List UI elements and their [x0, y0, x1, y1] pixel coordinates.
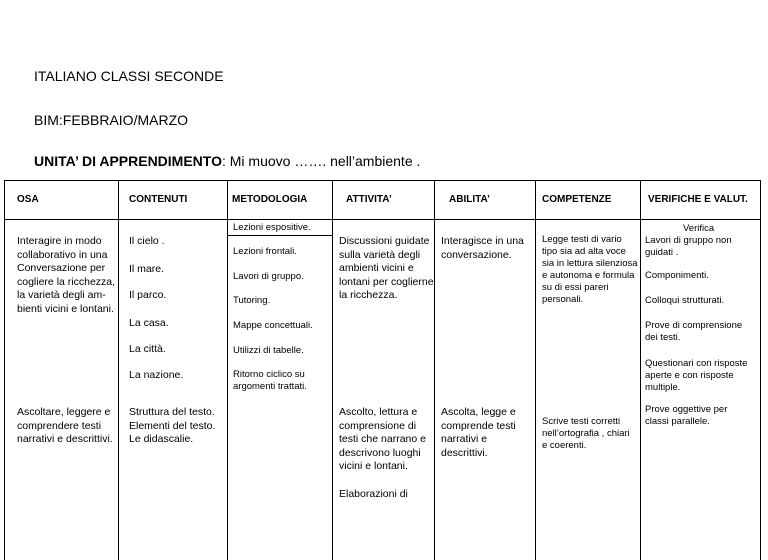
column-header-osa: OSA: [17, 194, 39, 205]
competenze-cell: [542, 416, 630, 452]
document-title: ITALIANO CLASSI SECONDE: [34, 68, 224, 84]
cell-line: Prove di comprensione: [645, 320, 743, 331]
competenze-cell: [542, 234, 638, 306]
cell-line: e autonoma e formula: [542, 270, 635, 281]
table-border-right: [760, 180, 761, 560]
cell-line: testi che narrano e: [339, 433, 426, 445]
cell-line: descrittivi.: [441, 446, 488, 459]
cell-line: guidati .: [645, 247, 679, 258]
cell-line: Questionari con risposte: [645, 358, 748, 369]
column-divider: [640, 180, 641, 560]
cell-line: Interagisce in una: [441, 235, 524, 247]
cell-line: Componimenti.: [645, 270, 709, 281]
cell-line: Le didascalie.: [129, 433, 194, 445]
cell-line: lontani per coglierne: [339, 275, 434, 288]
verifiche-item: [645, 358, 747, 394]
cell-line: tipo sia ad alta voce: [542, 246, 626, 257]
abilita-cell: [441, 406, 516, 460]
verifiche-item: [645, 235, 732, 259]
cell-line: conversazione.: [441, 248, 512, 261]
cell-line: Conversazione per: [17, 262, 106, 274]
metodologia-item: Lezioni frontali.: [233, 246, 297, 257]
unit-heading: [34, 153, 420, 169]
cell-line: collaborativo in una: [17, 248, 108, 261]
column-header-attivita: ATTIVITA’: [346, 194, 392, 205]
cell-line: Interagire in modo: [17, 235, 102, 247]
header-row-divider: [4, 219, 761, 220]
column-header-abilita: ABILITA’: [449, 194, 490, 205]
table-border-left: [4, 180, 5, 560]
cell-line: aperte e con risposte: [645, 370, 734, 381]
cell-line: Colloqui strutturati.: [645, 295, 725, 306]
cell-line: Struttura del testo.: [129, 406, 215, 418]
cell-line: Elementi del testo.: [129, 419, 216, 432]
cell-line: Scrive testi corretti: [542, 416, 621, 427]
cell-line: comprendere testi: [17, 419, 102, 432]
cell-line: Ascoltare, leggere e: [17, 406, 111, 418]
cell-line: argomenti trattati.: [233, 381, 307, 392]
column-header-contenuti: CONTENUTI: [129, 194, 188, 205]
cell-line: la varietà degli am-: [17, 289, 106, 301]
table-border-top: [4, 180, 761, 181]
metodologia-item: Lezioni espositive.: [233, 222, 311, 233]
contenuti-item: Il mare.: [129, 263, 165, 275]
cell-line: ambienti vicini e: [339, 262, 414, 274]
cell-line: e coerenti.: [542, 440, 587, 451]
attivita-cell: [339, 235, 434, 303]
cell-line: narrativi e: [441, 433, 488, 445]
verifiche-item: [645, 270, 709, 282]
column-header-verifiche: VERIFICHE E VALUT.: [648, 194, 748, 205]
contenuti-cell: [129, 406, 215, 447]
osa-cell: [17, 406, 113, 447]
cell-line: Lavori di gruppo non: [645, 235, 732, 246]
unit-label: UNITA’ DI APPRENDIMENTO: [34, 153, 222, 169]
cell-line: dei testi.: [645, 332, 681, 343]
column-divider: [535, 180, 536, 560]
attivita-cell: [339, 488, 408, 502]
cell-line: sia in lettura silenziosa: [542, 258, 638, 269]
column-divider: [332, 180, 333, 560]
column-divider: [227, 180, 228, 560]
cell-line: comprende testi: [441, 419, 516, 432]
cell-line: Ritorno ciclico su: [233, 369, 305, 380]
abilita-cell: [441, 235, 524, 262]
metodologia-cell: [233, 369, 307, 393]
cell-divider: [227, 235, 332, 236]
cell-line: nell’ortografia , chiari: [542, 428, 630, 439]
cell-line: Elaborazioni di: [339, 488, 408, 500]
osa-cell: [17, 235, 115, 316]
cell-line: narrativi e descrittivi.: [17, 433, 113, 445]
unit-value: : Mi muovo ……. nell’ambiente .: [221, 153, 421, 169]
contenuti-item: Il cielo .: [129, 235, 165, 247]
cell-line: cogliere la ricchezza,: [17, 275, 116, 288]
contenuti-item: La nazione.: [129, 369, 184, 381]
cell-line: su di essi pareri: [542, 282, 609, 293]
cell-line: la ricchezza.: [339, 289, 398, 301]
contenuti-item: Il parco.: [129, 289, 167, 301]
verifiche-item: [645, 295, 724, 307]
attivita-cell: [339, 406, 426, 474]
cell-line: classi parallele.: [645, 416, 710, 427]
verifiche-heading: Verifica: [683, 223, 715, 234]
cell-line: Prove oggettive per: [645, 404, 728, 415]
metodologia-item: Utilizzi di tabelle.: [233, 345, 304, 356]
column-divider: [434, 180, 435, 560]
contenuti-item: La città.: [129, 343, 166, 355]
bimester-label: BIM:FEBBRAIO/MARZO: [34, 112, 189, 128]
column-header-competenze: COMPETENZE: [542, 194, 612, 205]
cell-line: Legge testi di vario: [542, 234, 622, 245]
metodologia-item: Lavori di gruppo.: [233, 271, 304, 282]
cell-line: descrivono luoghi: [339, 446, 421, 459]
cell-line: comprensione di: [339, 419, 417, 432]
cell-line: multiple.: [645, 382, 681, 393]
cell-line: Discussioni guidate: [339, 235, 430, 247]
cell-line: Ascolta, legge e: [441, 406, 516, 418]
cell-line: bienti vicini e lontani.: [17, 302, 114, 315]
column-divider: [118, 180, 119, 560]
cell-line: Ascolto, lettura e: [339, 406, 418, 418]
learning-unit-table: [4, 180, 761, 560]
verifiche-item: [645, 320, 742, 344]
metodologia-item: Mappe concettuali.: [233, 320, 313, 331]
cell-line: vicini e lontani.: [339, 460, 408, 472]
cell-line: sulla varietà degli: [339, 248, 421, 261]
metodologia-item: Tutoring.: [233, 295, 271, 306]
cell-line: personali.: [542, 294, 584, 305]
verifiche-item: [645, 404, 727, 428]
column-header-metodologia: METODOLOGIA: [232, 194, 308, 205]
contenuti-item: La casa.: [129, 317, 169, 329]
